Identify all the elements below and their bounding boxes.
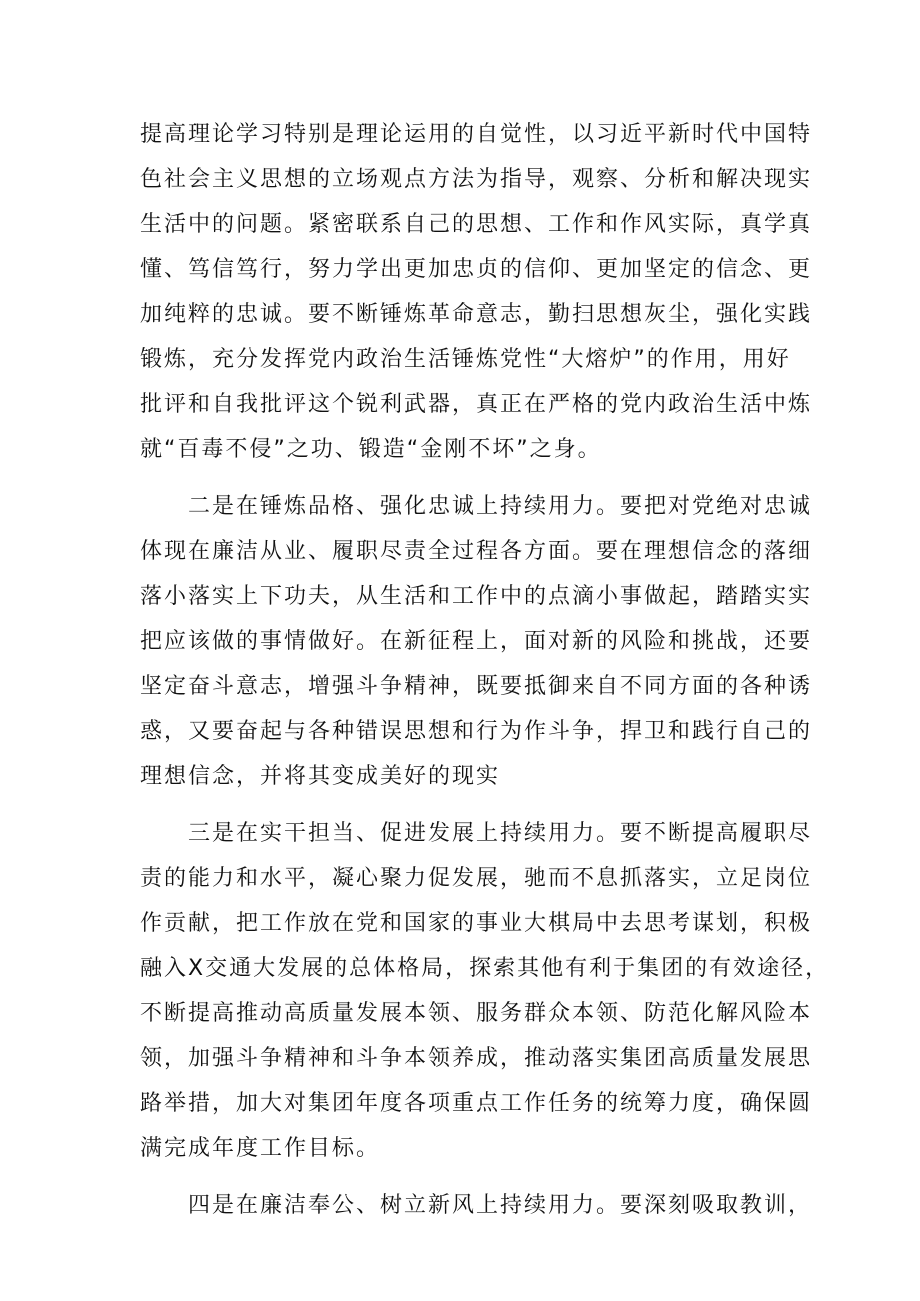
paragraph-line: 生活中的问题。紧密联系自己的思想、工作和作风实际，真学真 xyxy=(140,212,813,237)
paragraph-line: 路举措，加大对集团年度各项重点工作任务的统筹力度，确保圆 xyxy=(140,1091,813,1116)
paragraph-line: 责的能力和水平，凝心聚力促发展，驰而不息抓落实，立足岗位 xyxy=(140,866,813,891)
paragraph-line: 三是在实干担当、促进发展上持续用力。要不断提高履职尽 xyxy=(188,821,813,846)
paragraph-line: 坚定奋斗意志，增强斗争精神，既要抵御来自不同方面的各种诱 xyxy=(140,674,813,699)
paragraph-1 xyxy=(140,112,813,472)
paragraph-gap xyxy=(140,799,788,811)
document-body xyxy=(140,112,830,1228)
paragraph-line: 色社会主义思想的立场观点方法为指导，观察、分析和解决现实 xyxy=(140,167,813,192)
paragraph-line: 落小落实上下功夫，从生活和工作中的点滴小事做起，踏踏实实 xyxy=(140,584,813,609)
paragraph-line: 融入X交通大发展的总体格局，探索其他有利于集团的有效途径， xyxy=(140,956,830,981)
paragraph-line: 领，加强斗争精神和斗争本领养成，推动落实集团高质量发展思 xyxy=(140,1046,813,1071)
paragraph-line: 批评和自我批评这个锐利武器，真正在严格的党内政治生活中炼 xyxy=(140,392,813,417)
paragraph-line: 把应该做的事情做好。在新征程上，面对新的风险和挑战，还要 xyxy=(140,629,813,654)
paragraph-line: 加纯粹的忠诚。要不断锤炼革命意志，勤扫思想灰尘，强化实践 xyxy=(140,302,813,327)
paragraph-line: 理想信念，并将其变成美好的现实 xyxy=(140,764,501,789)
paragraph-line: 懂、笃信笃行，努力学出更加忠贞的信仰、更加坚定的信念、更 xyxy=(140,257,813,282)
paragraph-line: 不断提高推动高质量发展本领、服务群众本领、防范化解风险本 xyxy=(140,1001,813,1026)
paragraph-line: 二是在锤炼品格、强化忠诚上持续用力。要把对党绝对忠诚 xyxy=(188,494,813,519)
paragraph-gap xyxy=(140,472,788,484)
paragraph-line: 作贡献，把工作放在党和国家的事业大棋局中去思考谋划，积极 xyxy=(140,911,813,936)
paragraph-2 xyxy=(140,484,813,799)
paragraph-line: 就“百毒不侵”之功、锻造“金刚不坏”之身。 xyxy=(140,437,602,462)
paragraph-line: 四是在廉洁奉公、树立新风上持续用力。要深刻吸取教训， xyxy=(188,1193,813,1218)
paragraph-4 xyxy=(140,1183,813,1228)
paragraph-gap xyxy=(140,1171,788,1183)
paragraph-3 xyxy=(140,811,830,1171)
paragraph-line: 锻炼，充分发挥党内政治生活锤炼党性“大熔炉”的作用，用好 xyxy=(140,347,791,372)
paragraph-line: 惑，又要奋起与各种错误思想和行为作斗争，捍卫和践行自己的 xyxy=(140,719,813,744)
paragraph-line: 体现在廉洁从业、履职尽责全过程各方面。要在理想信念的落细 xyxy=(140,539,813,564)
paragraph-line: 提高理论学习特别是理论运用的自觉性，以习近平新时代中国特 xyxy=(140,122,813,147)
paragraph-line: 满完成年度工作目标。 xyxy=(140,1136,381,1161)
